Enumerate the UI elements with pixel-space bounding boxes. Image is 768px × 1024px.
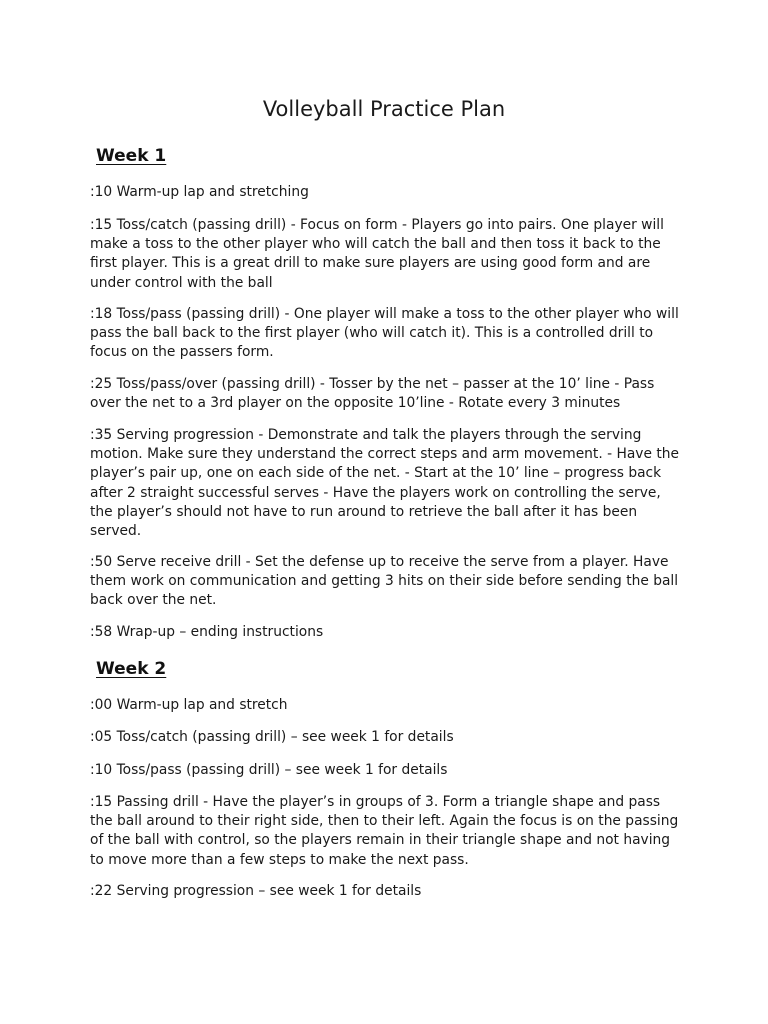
week-1-item-serve-receive: :50 Serve receive drill - Set the defense up to receive the serve from a player. Have them work on communication and getting 3 hits on their side before sending the ball back over the net.	[90, 554, 679, 609]
week-2-item-toss-pass: :10 Toss/pass (passing drill) – see week 1 for details	[90, 762, 448, 778]
week-1-item-toss-pass: :18 Toss/pass (passing drill) - One player will make a toss to the other player who will pass the ball back to the first player (who will catch it). This is a controlled drill to focus on the passers form.	[90, 306, 679, 361]
week-2-item-toss-catch: :05 Toss/catch (passing drill) – see week 1 for details	[90, 729, 454, 745]
week-1-item-serving-progression: :35 Serving progression - Demonstrate and talk the players through the serving motion. Make sure they understand the correct steps and arm movement. - Have the player’s pair up, one on each side of the net. - Start at the 10’ line – progress back after 2 straight successful serves - Have the players work on controlling the serve, the player’s should not have to run around to retrieve the ball after it has been served.	[90, 427, 679, 540]
week-1-heading: Week 1	[96, 146, 167, 166]
week-2-item-warmup: :00 Warm-up lap and stretch	[90, 697, 288, 713]
week-2-item-passing-drill: :15 Passing drill - Have the player’s in groups of 3. Form a triangle shape and pass the ball around to their right side, then to their left. Again the focus is on the passing of the ball with control, so the players remain in their triangle shape and not having to move more than a few steps to make the next pass.	[90, 794, 679, 868]
week-1-item-toss-catch: :15 Toss/catch (passing drill) - Focus on form - Players go into pairs. One player will make a toss to the other player who will catch the ball and then toss it back to the first player. This is a great drill to make sure players are using good form and are under control with the ball	[90, 217, 664, 291]
week-2-heading: Week 2	[96, 659, 167, 679]
week-1-item-wrap-up: :58 Wrap-up – ending instructions	[90, 624, 324, 640]
document-title: Volleyball Practice Plan	[262, 97, 506, 121]
week-2-item-serving-progression: :22 Serving progression – see week 1 for details	[90, 883, 422, 899]
week-1-item-warmup: :10 Warm-up lap and stretching	[90, 184, 309, 200]
week-1-item-toss-pass-over: :25 Toss/pass/over (passing drill) - Tosser by the net – passer at the 10’ line - Pass over the net to a 3rd player on the opposite 10’line - Rotate every 3 minutes	[90, 376, 655, 412]
